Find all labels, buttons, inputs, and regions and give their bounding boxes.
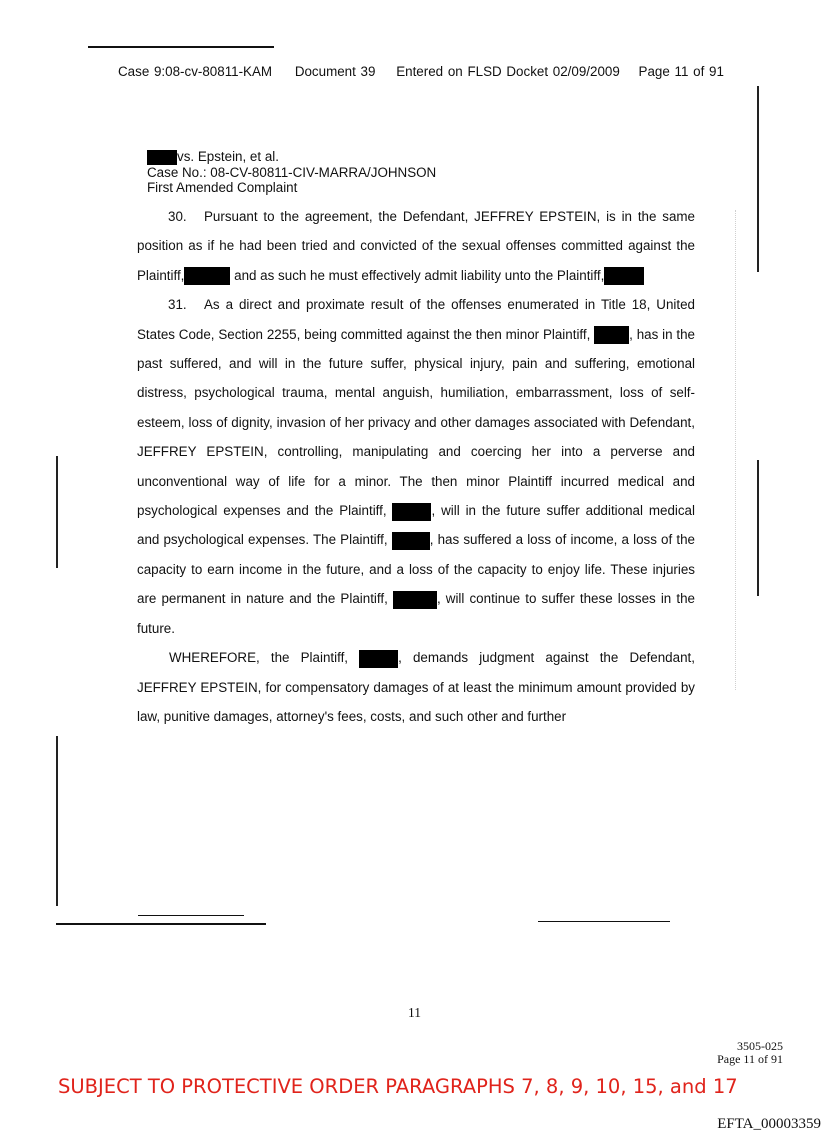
caption-doc-title: First Amended Complaint	[147, 179, 298, 195]
paragraph-30: 30. Pursuant to the agreement, the Defendant, JEFFREY EPSTEIN, is in the same position as if he had been tried and convicted of the sexual offenses committed against the Plaintiff, and as such he must effectively admit liability unto the Plaintiff,	[137, 202, 695, 290]
redaction-box	[359, 650, 398, 668]
top-rule	[88, 46, 274, 48]
bottom-rule-left	[56, 923, 266, 925]
redaction-box	[392, 503, 431, 521]
redaction-box	[594, 326, 629, 344]
paragraph-31: 31. As a direct and proximate result of the offenses enumerated in Title 18, United States Code, Section 2255, being committed against the then minor Plaintiff, , has in the past suffered, and will in the future suffer, physical injury, pain and suffering, emotional distress, psychological trauma, mental anguish, humiliation, embarrassment, loss of self-esteem, loss of dignity, invasion of her privacy and other damages associated with Defendant, JEFFREY EPSTEIN, controlling, manipulating and coercing her into a perverse and unconventional way of life for a minor. The then minor Plaintiff incurred medical and psychological expenses and the Plaintiff, , will in the future suffer additional medical and psychological expenses. The Plaintiff, , has suffered a loss of income, a loss of the capacity to earn income in the future, and a loss of the capacity to enjoy life. These injuries are permanent in nature and the Plaintiff, , will continue to suffer these losses in the future.	[137, 290, 695, 643]
margin-rule-left-bottom	[56, 736, 58, 906]
docket-entry: Entered on FLSD Docket 02/09/2009	[396, 64, 620, 79]
caption-case-no: Case No.: 08-CV-80811-CIV-MARRA/JOHNSON	[147, 164, 437, 180]
protective-order-notice: SUBJECT TO PROTECTIVE ORDER PARAGRAPHS 7, 8, 9, 10, 15, and 17	[58, 1075, 738, 1098]
paragraph-number: 31.	[168, 297, 187, 313]
bottom-rule-right	[538, 921, 670, 922]
wherefore-clause: WHEREFORE, the Plaintiff, , demands judgment against the Defendant, JEFFREY EPSTEIN, for compensatory damages of at least the minimum amount provided by law, punitive damages, attorney's fees, costs, and such other and further	[137, 650, 695, 724]
bottom-rule-left-inner	[138, 915, 244, 916]
header-page: Page 11 of 91	[638, 64, 724, 79]
margin-rule-left-mid	[56, 456, 58, 568]
bates-code: 3505-025	[737, 1039, 783, 1053]
complaint-body	[137, 202, 695, 731]
redaction-box	[393, 591, 437, 609]
document-number: Document 39	[294, 64, 376, 79]
case-caption	[147, 149, 436, 195]
paragraph-number: 30.	[168, 209, 187, 224]
redaction-box	[184, 267, 230, 285]
bates-stamp	[717, 1040, 783, 1066]
efta-identifier: EFTA_00003359	[717, 1116, 821, 1132]
margin-rule-right-mid	[757, 460, 759, 596]
margin-dots-right	[735, 210, 737, 690]
caption-parties	[147, 149, 436, 165]
redaction-box	[604, 267, 644, 285]
page-number: 11	[408, 1005, 421, 1020]
caption-vs: vs. Epstein, et al.	[177, 149, 279, 164]
case-number: Case 9:08-cv-80811-KAM	[118, 64, 273, 79]
filing-header	[118, 64, 724, 79]
redaction-box	[392, 532, 430, 550]
redaction-box	[147, 150, 177, 165]
bates-page: Page 11 of 91	[717, 1052, 783, 1066]
margin-rule-right-top	[757, 86, 759, 272]
